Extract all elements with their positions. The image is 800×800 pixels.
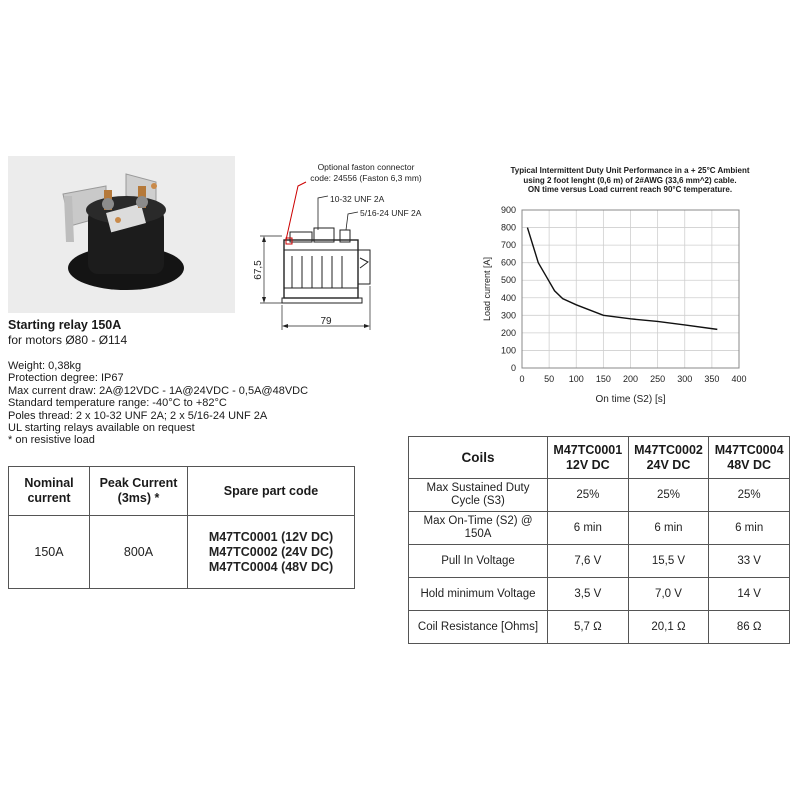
cell-value: 14 V (709, 578, 790, 611)
row-label-on-time: Max On-Time (S2) @ 150A (409, 512, 548, 545)
spare-part-codes (188, 516, 355, 589)
y-tick-label: 900 (500, 205, 516, 215)
y-tick-label: 800 (500, 222, 516, 233)
cell-value: 6 min (709, 512, 790, 545)
y-tick-label: 700 (500, 240, 516, 251)
thread-large-label: 5/16-24 UNF 2A (360, 208, 422, 218)
spec-ul-note: UL starting relays available on request (8, 422, 195, 435)
table-row (409, 512, 790, 545)
col-header-48v (709, 437, 790, 479)
cell-value: 86 Ω (709, 611, 790, 644)
coils-table (408, 436, 790, 644)
table-row (409, 578, 790, 611)
col-12v-voltage: 12V DC (565, 457, 610, 472)
col-48v-code: M47TC0004 (714, 442, 784, 457)
row-label-hold-voltage: Hold minimum Voltage (409, 578, 548, 611)
x-tick-label: 250 (650, 374, 666, 384)
x-tick-label: 100 (568, 374, 584, 384)
cell-value: 15,5 V (628, 545, 709, 578)
header-peak-line-2: (3ms) * (117, 491, 160, 505)
cell-value: 3,5 V (548, 578, 629, 611)
y-tick-label: 600 (500, 257, 516, 268)
y-tick-label: 200 (500, 327, 516, 338)
rating-table-header (9, 467, 355, 516)
cell-value: 7,6 V (548, 545, 629, 578)
width-dimension: 79 (320, 316, 332, 327)
cell-value: 25% (709, 479, 790, 512)
faston-label-2: code: 24556 (Faston 6,3 mm) (310, 173, 422, 183)
cell-value: 25% (548, 479, 629, 512)
thread-small-label: 10-32 UNF 2A (330, 194, 385, 204)
peak-current-value: 800A (90, 516, 188, 589)
row-label-coil-resistance: Coil Resistance [Ohms] (409, 611, 548, 644)
col-12v-code: M47TC0001 (553, 442, 623, 457)
spec-weight: Weight: 0,38kg (8, 360, 82, 372)
relay-photo-illustration (8, 156, 235, 313)
coils-table-header (409, 437, 790, 479)
x-tick-label: 350 (704, 374, 720, 384)
y-tick-label: 400 (500, 292, 516, 303)
col-24v-code: M47TC0002 (634, 442, 703, 457)
x-tick-label: 300 (677, 374, 693, 384)
header-peak-line-1: Peak Current (99, 476, 178, 490)
x-tick-label: 150 (595, 374, 611, 384)
y-tick-label: 0 (510, 363, 516, 373)
spare-code-24v: M47TC0002 (24V DC) (208, 544, 334, 559)
cell-value: 6 min (628, 512, 709, 545)
spec-protection: Protection degree: IP67 (8, 372, 124, 385)
spec-temperature: Standard temperature range: -40°C to +82°C (8, 397, 227, 410)
col-header-24v (628, 437, 709, 479)
header-nominal-line-2: current (27, 491, 71, 505)
row-label-duty-cycle: Max Sustained Duty Cycle (S3) (409, 479, 548, 512)
table-row (409, 611, 790, 644)
dimension-drawing (240, 158, 455, 338)
x-tick-label: 50 (544, 374, 555, 384)
row-label-pull-in: Pull In Voltage (409, 545, 548, 578)
table-row (409, 545, 790, 578)
y-axis-label: Load current [A] (482, 256, 492, 322)
x-axis-label: On time (S2) [s] (595, 394, 666, 405)
chart-title-line-3: ON time versus Load current reach 90°C temperature. (527, 185, 733, 194)
rating-table (8, 466, 355, 589)
y-tick-label: 300 (500, 310, 516, 321)
spec-list (8, 360, 308, 447)
chart-title-line-2: using 2 foot lenght (0,6 m) of 2#AWG (33,6 mm^2) cable. (523, 175, 737, 185)
faston-label-1: Optional faston connector (317, 162, 415, 172)
series-line (527, 228, 717, 330)
x-tick-label: 0 (519, 374, 525, 384)
table-row (9, 516, 355, 589)
spec-poles-thread: Poles thread: 2 x 10-32 UNF 2A; 2 x 5/16-24 UNF 2A (8, 409, 268, 422)
y-tick-label: 500 (500, 275, 516, 286)
table-row (409, 479, 790, 512)
chart-title (470, 166, 790, 195)
product-title: Starting relay 150A (8, 318, 122, 332)
cell-value: 5,7 Ω (548, 611, 629, 644)
height-dimension: 67,5 (253, 260, 264, 280)
x-tick-label: 200 (622, 374, 639, 384)
col-24v-voltage: 24V DC (646, 457, 691, 472)
cell-value: 25% (628, 479, 709, 512)
cell-value: 6 min (548, 512, 629, 545)
spare-code-12v: M47TC0001 (12V DC) (208, 529, 334, 544)
header-nominal-current (9, 467, 90, 516)
spare-code-48v: M47TC0004 (48V DC) (208, 559, 334, 574)
x-tick-label: 400 (731, 374, 747, 384)
nominal-current-value: 150A (9, 516, 90, 589)
col-header-12v (548, 437, 629, 479)
header-spare-part-code: Spare part code (188, 467, 355, 516)
cell-value: 7,0 V (628, 578, 709, 611)
header-nominal-line-1: Nominal (24, 476, 74, 490)
product-subtitle: for motors Ø80 - Ø114 (8, 333, 128, 347)
spec-footnote: * on resistive load (8, 434, 95, 447)
col-48v-voltage: 48V DC (727, 457, 772, 472)
chart-title-line-1: Typical Intermittent Duty Unit Performance in a + 25°C Ambient (510, 166, 750, 175)
load-current-chart (470, 198, 760, 418)
cell-value: 33 V (709, 545, 790, 578)
cell-value: 20,1 Ω (628, 611, 709, 644)
coils-corner-header: Coils (409, 437, 548, 479)
spec-current-draw: Max current draw: 2A@12VDC - 1A@24VDC - 0,5A@48VDC (8, 384, 309, 397)
product-photo (8, 156, 235, 313)
header-peak-current (90, 467, 188, 516)
y-tick-label: 100 (500, 345, 516, 356)
